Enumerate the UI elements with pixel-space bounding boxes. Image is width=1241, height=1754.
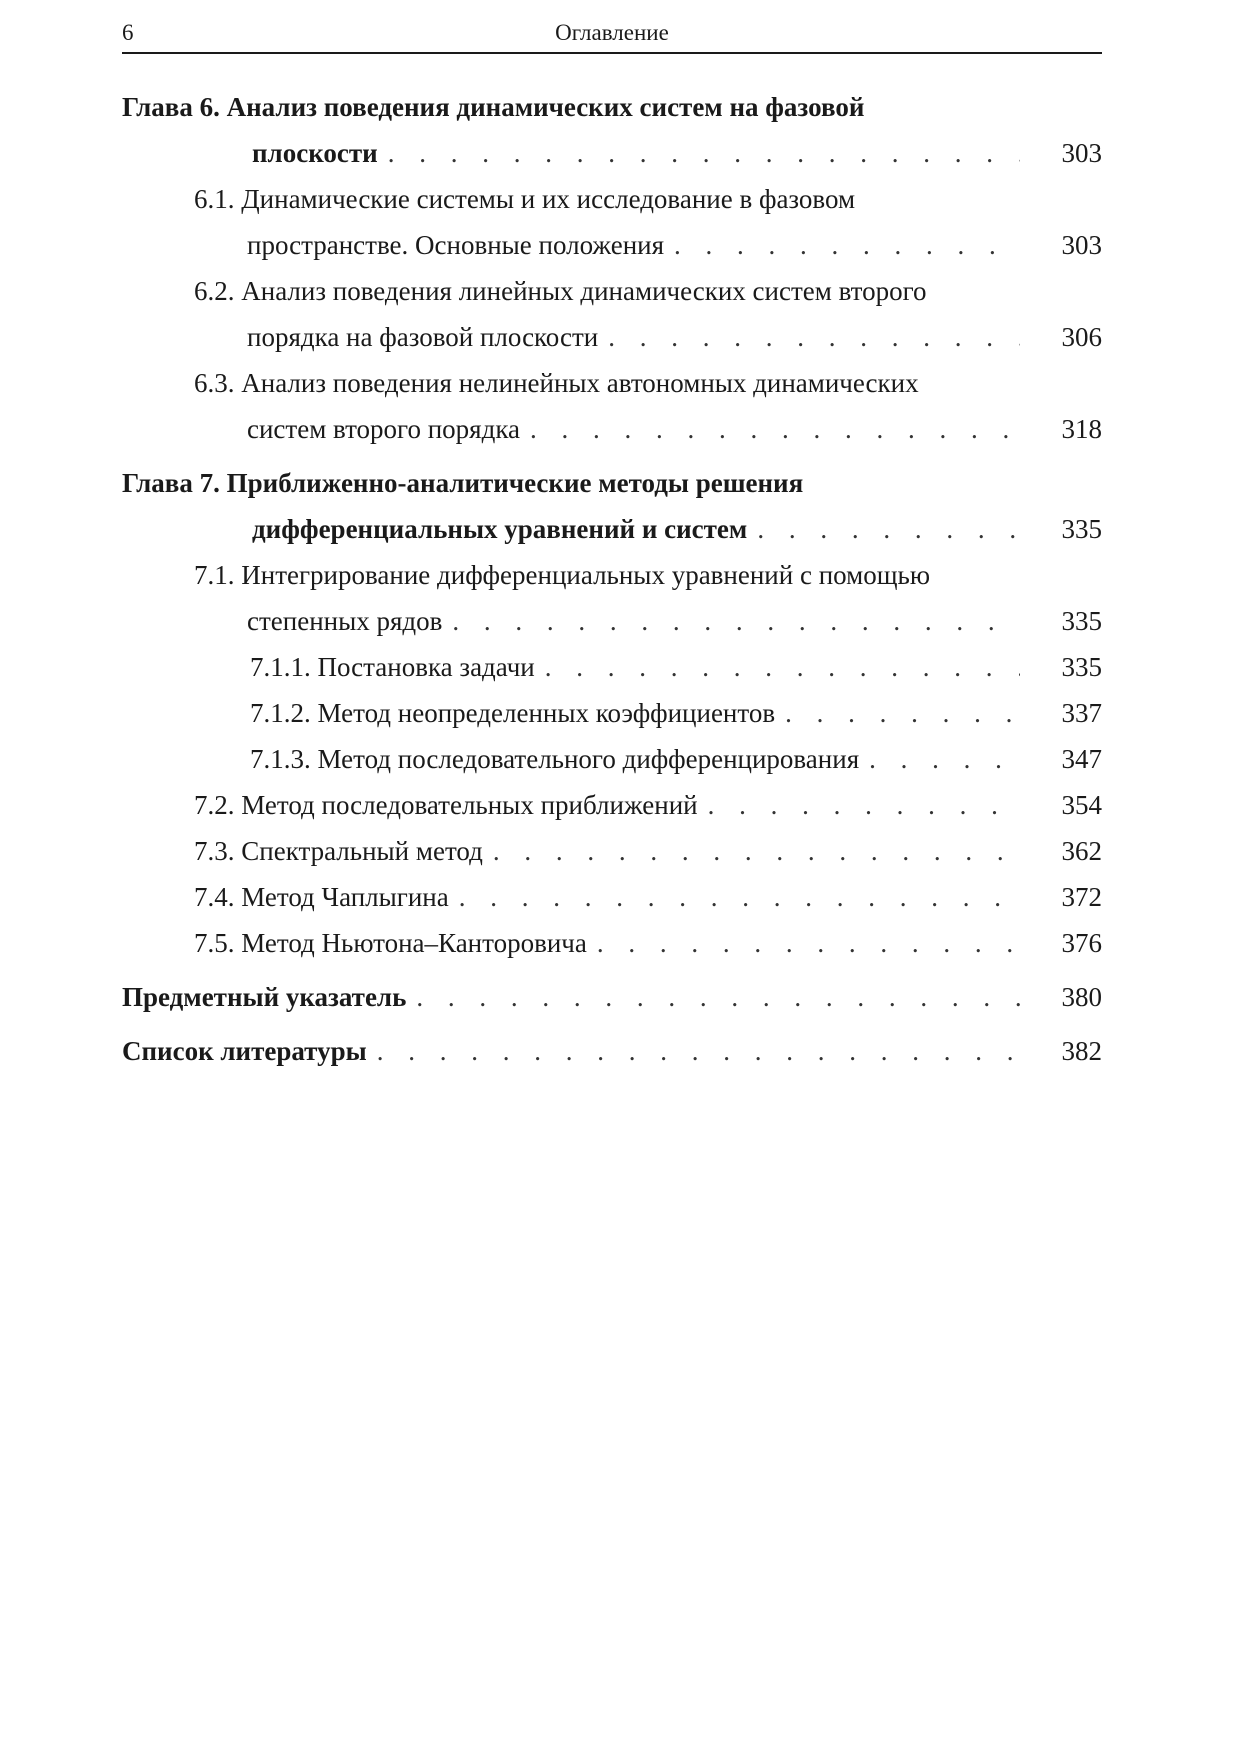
dot-leader — [493, 828, 1020, 874]
toc-entry-chapter-6[interactable] — [122, 84, 1102, 176]
page-ref: 335 — [1061, 652, 1102, 682]
toc-entry-first-line — [194, 360, 1030, 406]
page-ref: 354 — [1061, 790, 1102, 820]
dot-leader — [388, 130, 1020, 176]
running-title: Оглавление — [555, 20, 669, 45]
toc-entry-line — [250, 690, 1030, 736]
chapter-label: Глава 7. — [122, 468, 220, 498]
page-ref: 347 — [1061, 744, 1102, 774]
page-ref: 337 — [1061, 698, 1102, 728]
toc-entry-first-line — [194, 552, 1030, 598]
toc-entry-section-7-1[interactable] — [194, 552, 1102, 644]
chapter-title-line-2: плоскости — [252, 138, 378, 168]
dot-leader — [416, 974, 1020, 1020]
section-title-line-1: Анализ поведения линейных динамических систем второго — [241, 276, 927, 306]
toc-entry-last-line — [194, 314, 1030, 360]
toc-entry-subsection-7-1-2[interactable] — [250, 690, 1102, 736]
dot-leader — [785, 690, 1020, 736]
section-label: 7.1. — [194, 560, 235, 590]
section-title-line-2: пространстве. Основные положения — [247, 230, 665, 260]
toc-entry-index[interactable] — [122, 974, 1102, 1020]
dot-leader — [545, 644, 1020, 690]
chapter-title-line-1: Анализ поведения динамических систем на фазовой — [226, 92, 865, 122]
section-title-line-2: степенных рядов — [247, 606, 443, 636]
toc-entry-last-line — [194, 406, 1030, 452]
page-ref: 335 — [1061, 606, 1102, 636]
toc-entry-line — [194, 874, 1030, 920]
section-title-line-1: Анализ поведения нелинейных автономных динамических — [241, 368, 919, 398]
toc-entry-first-line — [194, 268, 1030, 314]
bibliography-title: Список литературы — [122, 1036, 367, 1066]
dot-leader — [597, 920, 1020, 966]
page-ref: 376 — [1061, 928, 1102, 958]
subsection-title: 7.1.2. Метод неопределенных коэффициентов — [250, 698, 776, 728]
toc-entry-last-line — [122, 130, 1030, 176]
dot-leader — [459, 874, 1020, 920]
toc-entry-section-7-4[interactable] — [194, 874, 1102, 920]
page-number: 6 — [122, 20, 134, 45]
toc-entry-last-line — [194, 222, 1030, 268]
chapter-label: Глава 6. — [122, 92, 220, 122]
toc-entry-line — [250, 736, 1030, 782]
running-head — [122, 0, 1102, 54]
dot-leader — [708, 782, 1020, 828]
subsection-title: 7.1.1. Постановка задачи — [250, 652, 535, 682]
page-ref: 382 — [1061, 1036, 1102, 1066]
toc-entry-section-6-3[interactable] — [194, 360, 1102, 452]
toc-entry-section-7-5[interactable] — [194, 920, 1102, 966]
toc-entry-line — [250, 644, 1030, 690]
page-ref: 372 — [1061, 882, 1102, 912]
section-title: 7.4. Метод Чаплыгина — [194, 882, 449, 912]
toc-entry-section-6-2[interactable] — [194, 268, 1102, 360]
section-title: 7.5. Метод Ньютона–Канторовича — [194, 928, 587, 958]
dot-leader — [674, 222, 1020, 268]
section-title: 7.3. Спектральный метод — [194, 836, 483, 866]
toc-entry-subsection-7-1-3[interactable] — [250, 736, 1102, 782]
page-ref: 306 — [1061, 322, 1102, 352]
dot-leader — [452, 598, 1020, 644]
subsection-title: 7.1.3. Метод последовательного дифференцирования — [250, 744, 860, 774]
toc-entry-subsection-7-1-1[interactable] — [250, 644, 1102, 690]
toc-entry-line — [194, 828, 1030, 874]
toc-entry-first-line — [122, 460, 1030, 506]
dot-leader — [377, 1028, 1020, 1074]
table-of-contents — [122, 84, 1102, 1074]
section-title-line-2: систем второго порядка — [247, 414, 521, 444]
page-ref: 335 — [1061, 514, 1102, 544]
section-title-line-2: порядка на фазовой плоскости — [247, 322, 599, 352]
section-label: 6.3. — [194, 368, 235, 398]
document-page — [122, 0, 1102, 1074]
chapter-title-line-2: дифференциальных уравнений и систем — [252, 514, 748, 544]
page-ref: 318 — [1061, 414, 1102, 444]
toc-entry-section-7-2[interactable] — [194, 782, 1102, 828]
toc-entry-section-7-3[interactable] — [194, 828, 1102, 874]
section-title-line-1: Интегрирование дифференциальных уравнений с помощью — [241, 560, 930, 590]
dot-leader — [757, 506, 1020, 552]
toc-entry-last-line — [122, 506, 1030, 552]
chapter-title-line-1: Приближенно-аналитические методы решения — [226, 468, 804, 498]
page-ref: 303 — [1061, 138, 1102, 168]
toc-entry-last-line — [194, 598, 1030, 644]
toc-entry-chapter-7[interactable] — [122, 460, 1102, 552]
toc-entry-line — [122, 974, 1030, 1020]
page-ref: 303 — [1061, 230, 1102, 260]
toc-entry-line — [194, 920, 1030, 966]
section-label: 6.2. — [194, 276, 235, 306]
dot-leader — [608, 314, 1020, 360]
section-title-line-1: Динамические системы и их исследование в фазовом — [241, 184, 856, 214]
toc-entry-bibliography[interactable] — [122, 1028, 1102, 1074]
dot-leader — [869, 736, 1020, 782]
section-title: 7.2. Метод последовательных приближений — [194, 790, 698, 820]
dot-leader — [530, 406, 1020, 452]
toc-entry-first-line — [122, 84, 1030, 130]
toc-entry-section-6-1[interactable] — [194, 176, 1102, 268]
section-label: 6.1. — [194, 184, 235, 214]
index-title: Предметный указатель — [122, 982, 407, 1012]
page-ref: 362 — [1061, 836, 1102, 866]
toc-entry-first-line — [194, 176, 1030, 222]
page-ref: 380 — [1061, 982, 1102, 1012]
toc-entry-line — [122, 1028, 1030, 1074]
toc-entry-line — [194, 782, 1030, 828]
